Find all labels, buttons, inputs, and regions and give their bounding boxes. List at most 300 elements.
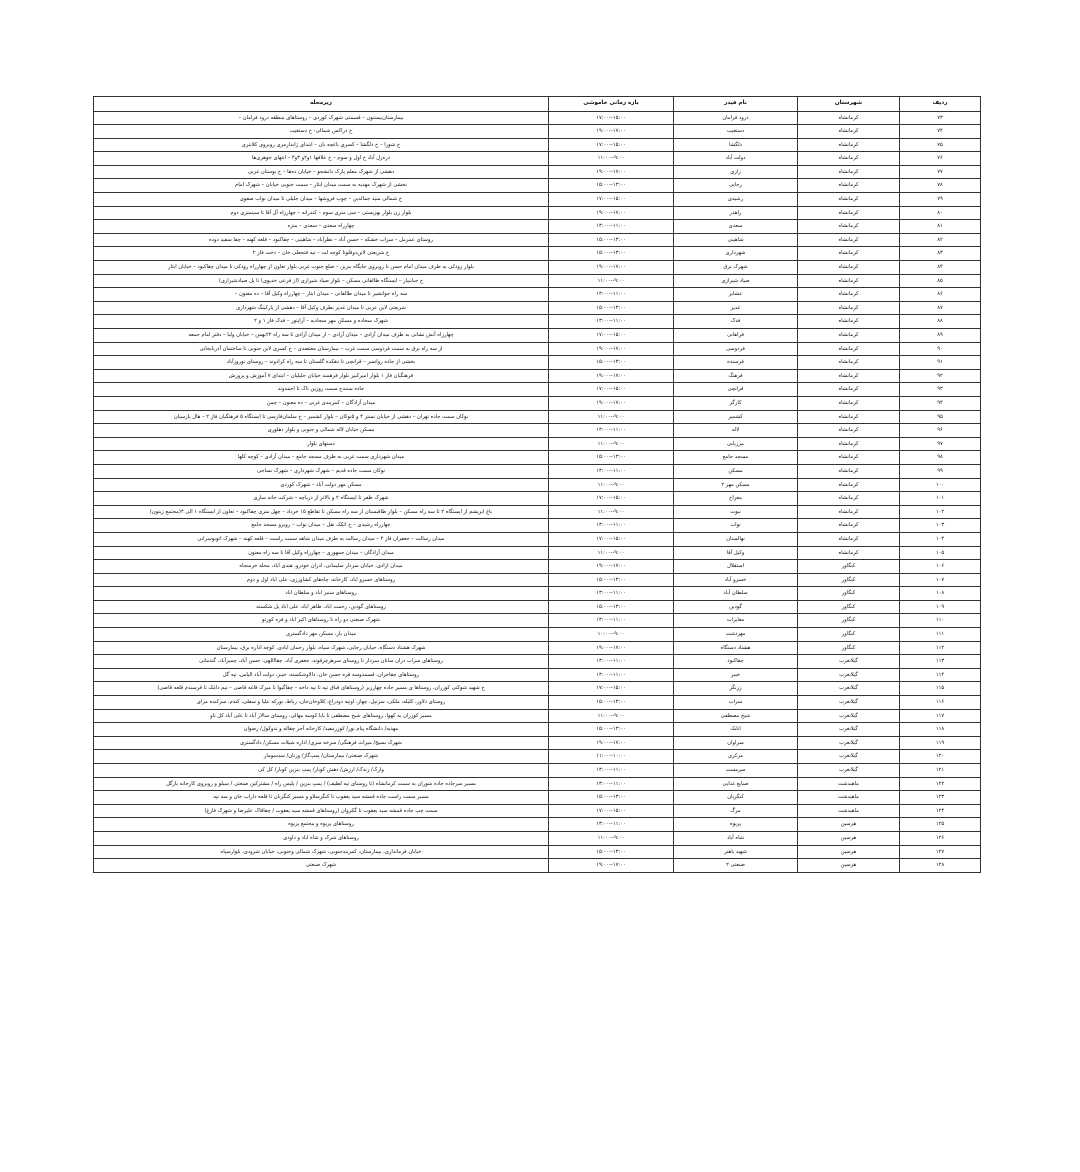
cell-row-number: ۱۰۶ [900,560,981,574]
table-body [94,111,981,872]
cell-city: کرمانشاه [798,165,900,179]
table-row [94,274,981,288]
table-row [94,546,981,560]
cell-city: کنگاور [798,573,900,587]
cell-feeder: دلگشا [674,138,798,152]
cell-time: ۱۱:۰۰--۱۳:۰۰ [549,288,674,302]
table-row [94,451,981,465]
cell-feeder: شهرداری [674,247,798,261]
cell-city: کرمانشاه [798,519,900,533]
table-row [94,193,981,207]
cell-row-number: ۱۲۷ [900,845,981,859]
cell-time: ۱۱:۰۰--۱۳:۰۰ [549,220,674,234]
cell-area: روستای عمرمل – سراب خشکه – حسن آباد – نظرآباد – شاهینی – چقاکبود – قلعه کهنه – چقا سفید دوده [94,233,549,247]
table-row [94,383,981,397]
cell-time: ۹:۰۰--۱۰:۰۰ [549,628,674,642]
cell-time: ۱۷:۰۰--۱۹:۰۰ [549,342,674,356]
cell-row-number: ۹۹ [900,464,981,478]
header-city: شهرستان [798,97,900,112]
cell-city: کرمانشاه [798,301,900,315]
cell-time: ۱۳:۰۰--۱۵:۰۰ [549,301,674,315]
cell-area: شهرک هشتاد دستگاه، خیابان رجایی، شهرک سپاه، بلوار رحمان ابادی، کوچه اداره برق، بیمارستان [94,641,549,655]
cell-feeder: قرانچی [674,383,798,397]
cell-area: شهرک ظفر تا ایستگاه ۲ و بالاتر از دریاچه – شرکت خانه سازی [94,492,549,506]
cell-time: ۱۵:۰۰--۱۷:۰۰ [549,804,674,818]
cell-time: ۱۵:۰۰--۱۷:۰۰ [549,383,674,397]
cell-area: میدان ازادی، خیابان سردار سلیمانی، ادران خودرو، هندی اباد، محله خرمنجاه [94,560,549,574]
cell-city: کنگاور [798,628,900,642]
cell-time: ۱۵:۰۰--۱۷:۰۰ [549,111,674,125]
header-time: بازه زمانی خاموشی [549,97,674,112]
cell-area: میدان آزادگان – کمربندی غربی – ده معنون – چمن [94,396,549,410]
cell-time: ۱۷:۰۰--۱۹:۰۰ [549,641,674,655]
cell-row-number: ۸۹ [900,329,981,343]
header-row-number: ردیف [900,97,981,112]
cell-row-number: ۷۷ [900,165,981,179]
cell-city: گیلانغرب [798,736,900,750]
cell-feeder: لاله [674,424,798,438]
table-row [94,288,981,302]
cell-feeder: شهید باهنر [674,845,798,859]
header-area: زیرمحله [94,97,549,112]
cell-time: ۱۱:۰۰--۱۳:۰۰ [549,424,674,438]
cell-feeder: مسکن [674,464,798,478]
cell-city: گیلانغرب [798,682,900,696]
cell-time: ۱۵:۰۰--۱۷:۰۰ [549,682,674,696]
table-row [94,152,981,166]
table-row [94,329,981,343]
cell-row-number: ۷۶ [900,152,981,166]
table-row [94,356,981,370]
cell-feeder: صنعتی ۲ [674,859,798,873]
cell-feeder: شاهینی [674,233,798,247]
cell-city: کرمانشاه [798,152,900,166]
cell-area: روستاهای گودین، رحمت اباد، طاهر اباد، علی اباد پل شکسته [94,600,549,614]
cell-row-number: ۱۱۹ [900,736,981,750]
cell-city: گیلانغرب [798,696,900,710]
cell-row-number: ۱۱۴ [900,668,981,682]
cell-time: ۱۱:۰۰--۱۳:۰۰ [549,668,674,682]
cell-city: کرمانشاه [798,193,900,207]
cell-city: کرمانشاه [798,478,900,492]
cell-city: کرمانشاه [798,505,900,519]
cell-row-number: ۹۸ [900,451,981,465]
cell-row-number: ۱۲۰ [900,750,981,764]
cell-area: دستهای بلوار [94,437,549,451]
cell-feeder: رجایی [674,179,798,193]
cell-area: خ شریعتی لاین‌دوقلو‌تا کوچه لت – تپه فتحعلی خان – دخت فاز ۲ [94,247,549,261]
cell-area: از سه راه برق به سمت فردوسی سمت غرب – بیمارستان معتضدی – خ کسری لاین جنوبی تا ساختمان آذربایجانی [94,342,549,356]
table-row [94,777,981,791]
cell-city: هرسین [798,831,900,845]
cell-area: خ شمالی سید جمالدین – چوب فروشها – میدان جلیلی تا میدان نواب صفوی [94,193,549,207]
cell-row-number: ۷۵ [900,138,981,152]
cell-row-number: ۷۸ [900,179,981,193]
cell-time: ۱۳:۰۰--۱۵:۰۰ [549,573,674,587]
cell-area: بخشی از جاده روانسر – قرانچی تا دهکده گلستان تا سه راه کرادوند – روستای نوروزآباد [94,356,549,370]
cell-feeder: سراب [674,696,798,710]
cell-city: گیلانغرب [798,750,900,764]
cell-row-number: ۸۰ [900,206,981,220]
cell-feeder: درود فرامان [674,111,798,125]
table-row [94,668,981,682]
cell-feeder: استقلال [674,560,798,574]
cell-city: کرمانشاه [798,532,900,546]
cell-city: هرسین [798,859,900,873]
cell-area: شهرک بسیج/ میراث فرهنگی/ سرخه سری/ اداره شیلات مسکن/ دادگستری [94,736,549,750]
cell-time: ۹:۰۰--۱۱:۰۰ [549,152,674,166]
cell-row-number: ۱۰۲ [900,505,981,519]
cell-area: مسکن خیابان لاله شمالی و جنوبی و بلوار دهلوری [94,424,549,438]
cell-row-number: ۹۶ [900,424,981,438]
cell-area: روستاهای سراب دران ساتان سردار تا روستای سرهرچرقوند، جعفری آباد، چقااللهی، حسن آباد، چمبرآباد، گندمانی [94,655,549,669]
cell-area: مسیر کوزران به کهوا، روستاهای شیخ مصطفی تا بابا کوسه مهالی، روستای سالار آباد تا علی آباد کل تاو [94,709,549,723]
cell-city: کنگاور [798,560,900,574]
cell-city: کرمانشاه [798,233,900,247]
cell-row-number: ۱۰۹ [900,600,981,614]
cell-area: شهرک صنعتی دو راه تا روستاهای اکبر اباد و فره کورتو [94,614,549,628]
cell-row-number: ۷۹ [900,193,981,207]
cell-city: کرمانشاه [798,356,900,370]
table-row [94,587,981,601]
table-header-row [94,97,981,112]
cell-row-number: ۸۲ [900,233,981,247]
cell-feeder: هشتاد دستگاه [674,641,798,655]
cell-city: کرمانشاه [798,451,900,465]
cell-row-number: ۷۴ [900,125,981,139]
cell-feeder: پریوه [674,818,798,832]
cell-time: ۱۱:۰۰--۱۳:۰۰ [549,818,674,832]
table-row [94,111,981,125]
cell-feeder: چقاکبود [674,655,798,669]
cell-feeder: شاه آباد [674,831,798,845]
cell-feeder: فدک [674,315,798,329]
cell-row-number: ۸۳ [900,247,981,261]
table-row [94,179,981,193]
cell-row-number: ۸۴ [900,261,981,275]
table-row [94,628,981,642]
cell-feeder: کشمیر [674,410,798,424]
table-row [94,301,981,315]
table-row [94,614,981,628]
cell-time: ۱۳:۰۰--۱۵:۰۰ [549,233,674,247]
table-row [94,492,981,506]
table-row [94,478,981,492]
cell-city: کنگاور [798,600,900,614]
cell-row-number: ۹۳ [900,383,981,397]
table-row [94,682,981,696]
cell-area: مسیر سمت راست جاده قمشه سید یعقوب تا کنگرسلاو و مسیر کنگربان تا قلعه داراب خان و سه تپه [94,791,549,805]
cell-area: بیمارستان‌بیستون – قسمتی شهرک کوردی – روستاهای منطقه درود فرامان – [94,111,549,125]
cell-feeder: رازی [674,165,798,179]
cell-area: چهارراه رشیدی – خ اتکک نقل – میدان نواب – روبرو مسجد جامع [94,519,549,533]
cell-time: ۱۳:۰۰--۱۵:۰۰ [549,247,674,261]
cell-row-number: ۹۲ [900,369,981,383]
cell-row-number: ۱۲۴ [900,804,981,818]
cell-time: ۱۳:۰۰--۱۵:۰۰ [549,723,674,737]
cell-row-number: ۱۰۵ [900,546,981,560]
cell-feeder: نهالستان [674,532,798,546]
cell-row-number: ۹۷ [900,437,981,451]
cell-city: ماهیدشت [798,791,900,805]
table-row [94,261,981,275]
cell-row-number: ۱۱۲ [900,641,981,655]
table-row [94,247,981,261]
cell-time: ۱۱:۰۰--۱۳:۰۰ [549,655,674,669]
cell-feeder: مرگ [674,804,798,818]
cell-feeder: فردوسی [674,342,798,356]
table-row [94,424,981,438]
table-row [94,709,981,723]
table-row [94,791,981,805]
table-row [94,437,981,451]
table-row [94,410,981,424]
cell-time: ۱۰:۰۰--۱۱:۰۰ [549,750,674,764]
cell-row-number: ۱۱۱ [900,628,981,642]
cell-feeder: سراوان [674,736,798,750]
table-row [94,342,981,356]
cell-area: روستای‌ دلاور، کلیله، ملکی، سرتپل، چهاز، اوتپه دودراغ، کلاوحان‌جان، رباط، نورکه عليا و سفلی، کندم، سرکنده مزای [94,696,549,710]
cell-city: کرمانشاه [798,464,900,478]
table-row [94,655,981,669]
cell-time: ۱۷:۰۰--۱۹:۰۰ [549,859,674,873]
cell-city: کرمانشاه [798,220,900,234]
cell-row-number: ۱۱۵ [900,682,981,696]
table-row [94,532,981,546]
cell-city: کرمانشاه [798,437,900,451]
table-row [94,600,981,614]
cell-time: ۱۱:۰۰--۱۳:۰۰ [549,519,674,533]
cell-time: ۱۵:۰۰--۱۷:۰۰ [549,532,674,546]
cell-area: شهرک صنعتی/ بیمارستان/ پمپ‌گاز/ وزنان/ سدسومار [94,750,549,764]
cell-area: خ جبابنیار – ایستگاه طالقانی مسکن – بلوار صیاد شیرازی (از فرعی خدیوی) تا پل صیادشیرازی) [94,274,549,288]
cell-feeder: صنایع غذایی [674,777,798,791]
cell-time: ۹:۰۰--۱۱:۰۰ [549,437,674,451]
cell-time: ۹:۰۰--۱۱:۰۰ [549,274,674,288]
cell-feeder: مغایرات [674,614,798,628]
cell-feeder: وکیل آقا [674,546,798,560]
cell-city: کنگاور [798,614,900,628]
cell-row-number: ۱۲۸ [900,859,981,873]
table-row [94,369,981,383]
cell-area: دهشی از شهرک معلم پارک دانشجو – خیابان ده‌ها – خ بوستان غربی [94,165,549,179]
cell-area: سمت چپ جاده قمشه سید یعقوب تا گکروان (روستاهای قمشه سید یعقوب / چقاقاک علیرضا و شهرک فارغ) [94,804,549,818]
cell-city: گیلانغرب [798,723,900,737]
cell-feeder: گودین [674,600,798,614]
table-row [94,396,981,410]
header-feeder: نام فیدر [674,97,798,112]
cell-time: ۱۵:۰۰--۱۷:۰۰ [549,193,674,207]
cell-feeder: نواب [674,519,798,533]
cell-area: شهرک سجاده و مسکن مهر سجادیه – آراپتور – فدک فاز ۱ و ۲ [94,315,549,329]
cell-feeder: سعدی [674,220,798,234]
cell-time: ۹:۰۰--۱۱:۰۰ [549,478,674,492]
table-row [94,831,981,845]
cell-city: هرسین [798,818,900,832]
cell-feeder: کارگر [674,396,798,410]
cell-feeder: دولت آباد [674,152,798,166]
cell-time: ۱۱:۰۰--۱۳:۰۰ [549,764,674,778]
cell-time: ۱۳:۰۰--۱۵:۰۰ [549,845,674,859]
cell-time: ۹:۰۰--۱۱:۰۰ [549,546,674,560]
cell-feeder: نبوت [674,505,798,519]
cell-time: ۱۷:۰۰--۱۹:۰۰ [549,736,674,750]
cell-feeder: فرسنده [674,356,798,370]
cell-city: کرمانشاه [798,342,900,356]
cell-area: نوکان سمت جاده تهران – دهشی از خیابان نستر ۴ و ۵نوکان – بلوار کشمیر – خ سلمان‌فارسی تا ایستگاه ۵ فرهنگیان فاز ۲ – هال پارسیان [94,410,549,424]
cell-row-number: ۱۱۶ [900,696,981,710]
table-row [94,736,981,750]
cell-feeder: ززنگر [674,682,798,696]
cell-city: کرمانشاه [798,111,900,125]
cell-row-number: ۱۰۱ [900,492,981,506]
cell-area: مسکن مهر دولت آباد – شهرک کوردی [94,478,549,492]
cell-row-number: ۷۳ [900,111,981,125]
table-row [94,764,981,778]
cell-area: مهدیه/ دانشگاه پیام نور/ کوزرمفید/ کارخانه آجر چقاله و ندوکول/ رضوان [94,723,549,737]
table-row [94,723,981,737]
cell-area: شهرک صنعتی [94,859,549,873]
cell-feeder: شیخ مصطفی [674,709,798,723]
cell-area: بلوار رودکی به طرف میدان امام حسن تا روبروی جایگاه بنزین – ضلع جنوب غربی بلوار تعاون از چهارراه رودکی تا میدان چقاکبود – خیابان ابثار [94,261,549,275]
cell-feeder: مرزبانی [674,437,798,451]
cell-city: کنگاور [798,587,900,601]
cell-city: کرمانشاه [798,125,900,139]
cell-city: کرمانشاه [798,315,900,329]
cell-city: کرمانشاه [798,424,900,438]
cell-city: گیلانغرب [798,655,900,669]
cell-time: ۱۳:۰۰--۱۵:۰۰ [549,600,674,614]
cell-feeder: کنگربان [674,791,798,805]
cell-area: روستاهای سنبر اباد و سلطان اباد [94,587,549,601]
cell-feeder: غدیر [674,301,798,315]
cell-feeder: راهدر [674,206,798,220]
cell-time: ۱۳:۰۰--۱۵:۰۰ [549,451,674,465]
cell-city: کرمانشاه [798,288,900,302]
cell-time: ۱۱:۰۰--۱۳:۰۰ [549,777,674,791]
cell-area: روستاهای خسرو اباد، کارخانه، چاه‌های کشاورزی، علی اباد اول و دوم [94,573,549,587]
cell-city: کرمانشاه [798,546,900,560]
cell-time: ۱۳:۰۰--۱۵:۰۰ [549,791,674,805]
cell-feeder: فرهنگ [674,369,798,383]
cell-city: کرمانشاه [798,492,900,506]
table-row [94,859,981,873]
cell-city: کرمانشاه [798,179,900,193]
cell-row-number: ۹۰ [900,342,981,356]
cell-city: گیلانغرب [798,668,900,682]
cell-row-number: ۱۲۲ [900,777,981,791]
table-row [94,560,981,574]
cell-time: ۱۵:۰۰--۱۷:۰۰ [549,492,674,506]
table-row [94,315,981,329]
table-row [94,125,981,139]
table-row [94,233,981,247]
cell-time: ۱۳:۰۰--۱۵:۰۰ [549,356,674,370]
cell-city: کرمانشاه [798,329,900,343]
cell-area: میدان رسالت – جعفران فاز ۴ – میدان رسالت به طرف میدان شاهد سمت راست – قلعه کهنه – شهرک اتوبوسرانی [94,532,549,546]
cell-row-number: ۸۵ [900,274,981,288]
cell-row-number: ۱۱۸ [900,723,981,737]
cell-row-number: ۱۲۵ [900,818,981,832]
cell-feeder: معراج [674,492,798,506]
cell-area: میدان آزادگان – میدان جمهوری – چهارراه وکیل آقا تا سه راه معنون [94,546,549,560]
cell-time: ۹:۰۰--۱۱:۰۰ [549,709,674,723]
cell-feeder: مسجد جامع [674,451,798,465]
cell-time: ۹:۰۰--۱۱:۰۰ [549,410,674,424]
cell-row-number: ۱۱۷ [900,709,981,723]
outage-schedule-table [93,96,981,873]
cell-time: ۱۷:۰۰--۱۹:۰۰ [549,261,674,275]
cell-row-number: ۱۰۷ [900,573,981,587]
cell-time: ۱۷:۰۰--۱۹:۰۰ [549,206,674,220]
cell-feeder: فراهانی [674,329,798,343]
table-row [94,505,981,519]
cell-time: ۹:۰۰--۱۱:۰۰ [549,505,674,519]
table-row [94,750,981,764]
cell-row-number: ۱۰۸ [900,587,981,601]
cell-feeder: مهردشت [674,628,798,642]
cell-feeder: سرمست [674,764,798,778]
cell-city: کنگاور [798,641,900,655]
cell-time: ۱۵:۰۰--۱۷:۰۰ [549,138,674,152]
cell-area: وارک/ زندک/ ارزش/ دهش کوبار/ پمپ بنزین کوبار/ کل کی [94,764,549,778]
cell-feeder: شهرک برق [674,261,798,275]
cell-row-number: ۱۱۳ [900,655,981,669]
cell-city: گیلانغرب [798,709,900,723]
cell-time: ۱۷:۰۰--۱۹:۰۰ [549,165,674,179]
cell-city: ماهیدشت [798,804,900,818]
cell-row-number: ۱۲۱ [900,764,981,778]
cell-row-number: ۱۱۰ [900,614,981,628]
cell-feeder: مسکن مهر ۲ [674,478,798,492]
table-row [94,220,981,234]
cell-area: بلوار زن بلوار بهزیستی – سی متری سوم – کندرانه – چهارراه آل آقا تا سینمتری دوم [94,206,549,220]
cell-area: چهارراه سعدی – سعدی – منزه [94,220,549,234]
cell-time: ۱۷:۰۰--۱۹:۰۰ [549,396,674,410]
cell-area: خیابان فرمانداری، بیمارستان، کمربندجنوبی، شهرک شمالی وجنوبی، خیابان شرودی، بلوارسپاه [94,845,549,859]
cell-feeder: خسرو آباد [674,573,798,587]
table-row [94,138,981,152]
cell-area: خ شورا – خ دلگشا – کسری باغچه بان – ابتدای ژاندارمری روبروی کلانتری [94,138,549,152]
cell-city: کرمانشاه [798,396,900,410]
table-row [94,818,981,832]
table-row [94,696,981,710]
cell-area: شریعتی لاین عربی تا میدان غدیر بطرف وکیل آقا – دهشی از پارکینگ شهرداری [94,301,549,315]
cell-city: کرمانشاه [798,410,900,424]
cell-row-number: ۹۱ [900,356,981,370]
cell-feeder: اتابک [674,723,798,737]
cell-time: ۱۱:۰۰--۱۳:۰۰ [549,464,674,478]
cell-area: خ دراکس شمالی- خ دستغیب [94,125,549,139]
cell-area: بخشی از شهرک مهدیه به سمت میدان ابثار – سمت جنوبی خیابان – شهرک امام [94,179,549,193]
cell-feeder: خیبر [674,668,798,682]
cell-time: ۱۳:۰۰--۱۵:۰۰ [549,696,674,710]
cell-row-number: ۱۰۰ [900,478,981,492]
table-row [94,845,981,859]
cell-area: جاده سنندج سمت روزین تاک تا احمدوند [94,383,549,397]
cell-area: میدان شهرداری سمت غربی به طرف مسجد جامع – میدان آزادی – کوچه کلها [94,451,549,465]
cell-area: روستاهای چقاخران، قسمدوسه قره حسن خان، دالاوشکسته، خیبر، دولت آباد الیاس، تپه گل [94,668,549,682]
cell-feeder: سلطان آباد [674,587,798,601]
cell-feeder: مرکزی [674,750,798,764]
cell-area: دره‌زل آباد خ اول و سوم – خ علافها ۱و۲و ۳و۴ – انتهای جوهری‌ها [94,152,549,166]
cell-area: مسیر سرجاده جاده شوران به سمت کرمانشاه (تا روستای تپه لطیف) / پمپ بنزین / پلیس راه / مشترکین صنعتی / سیلو و روبروی کارخانه بازگل [94,777,549,791]
cell-time: ۱۵:۰۰--۱۷:۰۰ [549,329,674,343]
cell-feeder: دستغیب [674,125,798,139]
cell-row-number: ۱۰۳ [900,519,981,533]
cell-area: چهارراه آتش نشانی به طرف میدان آزادی – میدان آزادی – از میدان آزادی تا سه راه ۲۲بهمن – خیابان ولیا – دفتر امام جمعه [94,329,549,343]
table-row [94,573,981,587]
